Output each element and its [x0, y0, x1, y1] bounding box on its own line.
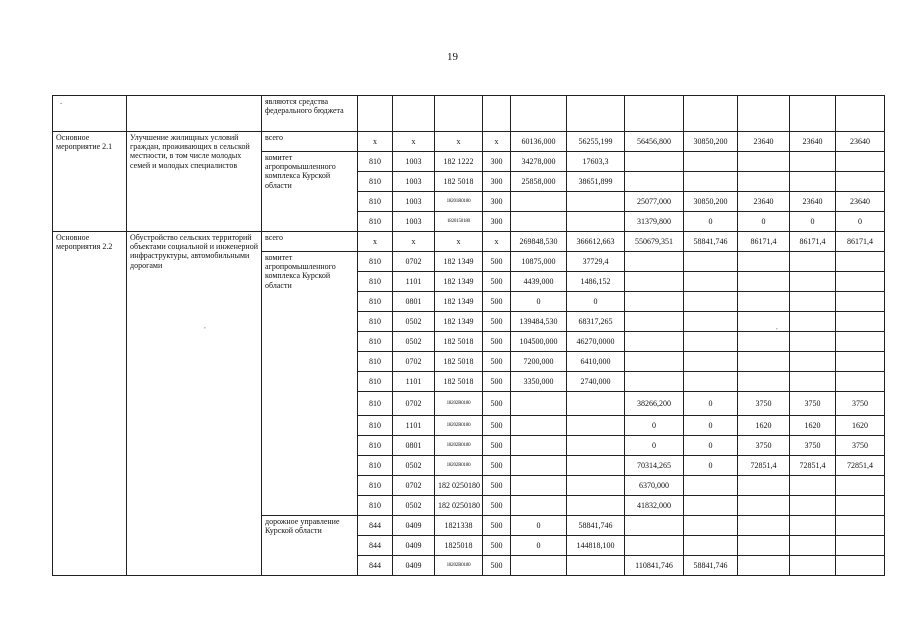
value-3-cell: 41832,000 [625, 496, 684, 516]
value-5-cell [738, 332, 790, 352]
value-6-cell [790, 372, 836, 392]
target-article-cell: 1820150180 [435, 212, 483, 232]
value-5-cell: 23640 [738, 192, 790, 212]
value-1-cell [511, 96, 567, 132]
expense-type-cell: 500 [483, 352, 511, 372]
value-5-cell: 23640 [738, 132, 790, 152]
value-5-cell [738, 272, 790, 292]
value-5-cell [738, 292, 790, 312]
value-7-cell [836, 172, 885, 192]
grbs-cell: 810 [358, 456, 393, 476]
value-7-cell [836, 332, 885, 352]
value-5-cell: 3750 [738, 392, 790, 416]
target-article-cell: 182 5018 [435, 352, 483, 372]
grbs-cell: 810 [358, 496, 393, 516]
grbs-cell: 810 [358, 212, 393, 232]
value-2-cell: 38651,899 [567, 172, 625, 192]
grbs-cell: 844 [358, 556, 393, 576]
value-4-cell: 58841,746 [684, 232, 738, 252]
target-article-cell: 182 5018 [435, 332, 483, 352]
value-7-cell [836, 312, 885, 332]
section-cell: 1101 [393, 372, 435, 392]
expense-type-cell: 300 [483, 212, 511, 232]
value-4-cell [684, 536, 738, 556]
value-2-cell [567, 96, 625, 132]
section-cell: 1101 [393, 416, 435, 436]
value-7-cell: 23640 [836, 132, 885, 152]
target-article-cell: 182 1349 [435, 272, 483, 292]
target-article-cell: 18202R0180 [435, 556, 483, 576]
value-2-cell: 56255,199 [567, 132, 625, 152]
section-cell [393, 96, 435, 132]
section-cell: 1003 [393, 192, 435, 212]
section-cell: 0502 [393, 456, 435, 476]
value-6-cell: 86171,4 [790, 232, 836, 252]
value-7-cell [836, 352, 885, 372]
value-1-cell [511, 556, 567, 576]
value-5-cell [738, 152, 790, 172]
value-1-cell: 34278,000 [511, 152, 567, 172]
value-4-cell [684, 476, 738, 496]
target-article-cell: 182 1349 [435, 312, 483, 332]
value-2-cell [567, 456, 625, 476]
expense-type-cell: 300 [483, 152, 511, 172]
value-1-cell [511, 392, 567, 416]
value-1-cell: 0 [511, 516, 567, 536]
expense-type-cell: 500 [483, 476, 511, 496]
target-article-cell: 182 0250180 [435, 496, 483, 516]
expense-type-cell: 500 [483, 272, 511, 292]
value-6-cell: 23640 [790, 132, 836, 152]
grbs-cell: х [358, 132, 393, 152]
target-article-cell: 1821338 [435, 516, 483, 536]
value-3-cell: 6370,000 [625, 476, 684, 496]
value-2-cell [567, 416, 625, 436]
value-7-cell [836, 292, 885, 312]
value-6-cell [790, 252, 836, 272]
grbs-cell: 810 [358, 352, 393, 372]
value-4-cell: 0 [684, 456, 738, 476]
expense-type-cell: 500 [483, 556, 511, 576]
value-1-cell: 3350,000 [511, 372, 567, 392]
value-1-cell: 0 [511, 292, 567, 312]
value-1-cell: 60136,000 [511, 132, 567, 152]
value-7-cell [836, 96, 885, 132]
value-6-cell [790, 152, 836, 172]
executor-cell: всего [262, 232, 358, 252]
table-row [53, 132, 885, 152]
value-7-cell [836, 272, 885, 292]
grbs-cell: 810 [358, 252, 393, 272]
measure-cell [53, 96, 127, 132]
value-2-cell [567, 212, 625, 232]
value-3-cell [625, 152, 684, 172]
title-cell: Обустройство сельских территорий объектами социальной и инженерной инфраструктуры, автомобильными дорогами [127, 232, 262, 576]
value-4-cell: 0 [684, 212, 738, 232]
value-2-cell: 46270,0000 [567, 332, 625, 352]
value-5-cell [738, 496, 790, 516]
grbs-cell: 810 [358, 152, 393, 172]
value-5-cell [738, 96, 790, 132]
value-7-cell: 0 [836, 212, 885, 232]
target-article-cell: 182 1349 [435, 292, 483, 312]
scan-mark: - [60, 99, 63, 107]
value-1-cell: 139484,530 [511, 312, 567, 332]
grbs-cell: 810 [358, 332, 393, 352]
value-3-cell [625, 272, 684, 292]
value-2-cell: 68317,265 [567, 312, 625, 332]
expense-type-cell: 500 [483, 312, 511, 332]
value-6-cell: 1620 [790, 416, 836, 436]
target-article-cell: 18202R0180 [435, 392, 483, 416]
expense-type-cell: 300 [483, 172, 511, 192]
section-cell: 0702 [393, 392, 435, 416]
value-2-cell [567, 392, 625, 416]
value-4-cell [684, 352, 738, 372]
value-6-cell [790, 332, 836, 352]
section-cell: 1101 [393, 272, 435, 292]
value-4-cell: 0 [684, 436, 738, 456]
value-5-cell [738, 352, 790, 372]
value-6-cell [790, 272, 836, 292]
budget-table [52, 95, 885, 576]
value-1-cell: 10875,000 [511, 252, 567, 272]
expense-type-cell: х [483, 232, 511, 252]
value-2-cell: 2740,000 [567, 372, 625, 392]
value-6-cell [790, 96, 836, 132]
value-1-cell: 104500,000 [511, 332, 567, 352]
grbs-cell: 844 [358, 536, 393, 556]
value-1-cell [511, 192, 567, 212]
title-cell [127, 96, 262, 132]
executor-cell: являются средства федерального бюджета [262, 96, 358, 132]
value-7-cell: 3750 [836, 392, 885, 416]
target-article-cell: 182 1222 [435, 152, 483, 172]
value-3-cell [625, 172, 684, 192]
value-2-cell: 37729,4 [567, 252, 625, 272]
value-5-cell [738, 516, 790, 536]
target-article-cell: 18201R0180 [435, 192, 483, 212]
value-5-cell: 86171,4 [738, 232, 790, 252]
expense-type-cell: 500 [483, 416, 511, 436]
section-cell: 1003 [393, 172, 435, 192]
value-5-cell [738, 536, 790, 556]
grbs-cell: 810 [358, 272, 393, 292]
value-4-cell [684, 496, 738, 516]
value-2-cell: 17603,3 [567, 152, 625, 172]
expense-type-cell: 500 [483, 536, 511, 556]
value-4-cell [684, 516, 738, 536]
value-3-cell: 70314,265 [625, 456, 684, 476]
value-3-cell [625, 536, 684, 556]
expense-type-cell: 500 [483, 332, 511, 352]
value-6-cell [790, 172, 836, 192]
section-cell: 0702 [393, 252, 435, 272]
value-3-cell [625, 96, 684, 132]
value-1-cell [511, 496, 567, 516]
value-3-cell: 110841,746 [625, 556, 684, 576]
measure-cell: Основное мероприятие 2.1 [53, 132, 127, 232]
value-5-cell [738, 372, 790, 392]
executor-cell: комитет агропромышленного комплекса Курской области [262, 252, 358, 516]
page-number: 19 [447, 51, 458, 63]
value-3-cell: 31379,800 [625, 212, 684, 232]
value-5-cell: 72851,4 [738, 456, 790, 476]
value-7-cell [836, 372, 885, 392]
expense-type-cell [483, 96, 511, 132]
value-5-cell [738, 312, 790, 332]
value-6-cell [790, 292, 836, 312]
value-3-cell: 550679,351 [625, 232, 684, 252]
target-article-cell: 182 1349 [435, 252, 483, 272]
section-cell: 0502 [393, 312, 435, 332]
value-3-cell [625, 516, 684, 536]
value-1-cell [511, 436, 567, 456]
value-7-cell [836, 556, 885, 576]
target-article-cell: 18202R0180 [435, 456, 483, 476]
grbs-cell: 810 [358, 192, 393, 212]
value-6-cell [790, 312, 836, 332]
section-cell: 1003 [393, 212, 435, 232]
grbs-cell: 844 [358, 516, 393, 536]
value-2-cell: 1486,152 [567, 272, 625, 292]
value-6-cell [790, 556, 836, 576]
target-article-cell: 182 5018 [435, 372, 483, 392]
value-5-cell [738, 172, 790, 192]
value-3-cell [625, 292, 684, 312]
grbs-cell: 810 [358, 372, 393, 392]
value-4-cell: 58841,746 [684, 556, 738, 576]
section-cell: 0409 [393, 516, 435, 536]
value-2-cell [567, 496, 625, 516]
value-2-cell [567, 476, 625, 496]
scan-mark: , [776, 323, 778, 331]
value-3-cell: 0 [625, 436, 684, 456]
expense-type-cell: 500 [483, 496, 511, 516]
section-cell: х [393, 232, 435, 252]
value-3-cell [625, 332, 684, 352]
value-6-cell: 23640 [790, 192, 836, 212]
value-2-cell [567, 556, 625, 576]
expense-type-cell: 500 [483, 516, 511, 536]
value-4-cell [684, 332, 738, 352]
value-1-cell [511, 212, 567, 232]
value-5-cell [738, 252, 790, 272]
grbs-cell: 810 [358, 476, 393, 496]
target-article-cell: х [435, 132, 483, 152]
value-4-cell [684, 272, 738, 292]
value-4-cell [684, 292, 738, 312]
value-1-cell [511, 456, 567, 476]
value-7-cell: 23640 [836, 192, 885, 212]
section-cell: 0502 [393, 332, 435, 352]
value-1-cell: 25858,000 [511, 172, 567, 192]
value-7-cell: 86171,4 [836, 232, 885, 252]
value-7-cell [836, 152, 885, 172]
value-4-cell [684, 96, 738, 132]
value-3-cell [625, 352, 684, 372]
value-5-cell: 1620 [738, 416, 790, 436]
target-article-cell: 182 0250180 [435, 476, 483, 496]
value-1-cell: 7200,000 [511, 352, 567, 372]
value-4-cell [684, 252, 738, 272]
section-cell: 0801 [393, 292, 435, 312]
expense-type-cell: х [483, 132, 511, 152]
value-2-cell: 58841,746 [567, 516, 625, 536]
executor-cell: дорожное управление Курской области [262, 516, 358, 576]
section-cell: 0409 [393, 536, 435, 556]
value-3-cell: 38266,200 [625, 392, 684, 416]
value-4-cell: 30850,200 [684, 192, 738, 212]
target-article-cell: 18202R0180 [435, 436, 483, 456]
table-row [53, 232, 885, 252]
value-4-cell [684, 152, 738, 172]
section-cell: 1003 [393, 152, 435, 172]
value-5-cell [738, 556, 790, 576]
value-4-cell [684, 172, 738, 192]
value-1-cell: 269848,530 [511, 232, 567, 252]
value-2-cell: 6410,000 [567, 352, 625, 372]
grbs-cell [358, 96, 393, 132]
value-2-cell: 144818,100 [567, 536, 625, 556]
value-3-cell: 0 [625, 416, 684, 436]
value-3-cell [625, 252, 684, 272]
value-6-cell [790, 516, 836, 536]
value-6-cell [790, 536, 836, 556]
value-7-cell [836, 516, 885, 536]
grbs-cell: 810 [358, 292, 393, 312]
expense-type-cell: 500 [483, 292, 511, 312]
grbs-cell: 810 [358, 416, 393, 436]
executor-cell: комитет агропромышленного комплекса Курской области [262, 152, 358, 232]
value-3-cell [625, 312, 684, 332]
value-4-cell [684, 312, 738, 332]
target-article-cell: 182 5018 [435, 172, 483, 192]
section-cell: 0502 [393, 496, 435, 516]
section-cell: 0409 [393, 556, 435, 576]
target-article-cell: 18202R0180 [435, 416, 483, 436]
section-cell: 0702 [393, 352, 435, 372]
value-7-cell [836, 536, 885, 556]
value-3-cell: 25077,000 [625, 192, 684, 212]
value-3-cell [625, 372, 684, 392]
expense-type-cell: 500 [483, 392, 511, 416]
title-cell: Улучшение жилищных условий граждан, проживающих в сельской местности, в том числе молодых семей и молодых специалистов [127, 132, 262, 232]
grbs-cell: х [358, 232, 393, 252]
value-6-cell: 3750 [790, 436, 836, 456]
value-7-cell [836, 476, 885, 496]
value-5-cell: 0 [738, 212, 790, 232]
value-1-cell [511, 416, 567, 436]
measure-cell: Основное мероприятия 2.2 [53, 232, 127, 576]
value-7-cell: 3750 [836, 436, 885, 456]
value-7-cell: 1620 [836, 416, 885, 436]
value-6-cell: 72851,4 [790, 456, 836, 476]
value-5-cell [738, 476, 790, 496]
value-2-cell: 366612,663 [567, 232, 625, 252]
section-cell: 0801 [393, 436, 435, 456]
value-6-cell: 3750 [790, 392, 836, 416]
value-4-cell: 0 [684, 416, 738, 436]
grbs-cell: 810 [358, 172, 393, 192]
table-row [53, 96, 885, 132]
value-6-cell [790, 352, 836, 372]
scan-mark: , [204, 322, 206, 330]
value-3-cell: 56456,800 [625, 132, 684, 152]
target-article-cell [435, 96, 483, 132]
section-cell: 0702 [393, 476, 435, 496]
expense-type-cell: 300 [483, 192, 511, 212]
value-2-cell: 0 [567, 292, 625, 312]
value-5-cell: 3750 [738, 436, 790, 456]
expense-type-cell: 500 [483, 436, 511, 456]
expense-type-cell: 500 [483, 252, 511, 272]
target-article-cell: 1825018 [435, 536, 483, 556]
value-1-cell [511, 476, 567, 496]
grbs-cell: 810 [358, 436, 393, 456]
grbs-cell: 810 [358, 392, 393, 416]
target-article-cell: х [435, 232, 483, 252]
value-7-cell: 72851,4 [836, 456, 885, 476]
value-1-cell: 4439,000 [511, 272, 567, 292]
grbs-cell: 810 [358, 312, 393, 332]
value-7-cell [836, 496, 885, 516]
value-4-cell [684, 372, 738, 392]
value-6-cell [790, 476, 836, 496]
value-6-cell [790, 496, 836, 516]
expense-type-cell: 500 [483, 372, 511, 392]
value-4-cell: 30850,200 [684, 132, 738, 152]
value-6-cell: 0 [790, 212, 836, 232]
section-cell: х [393, 132, 435, 152]
value-1-cell: 0 [511, 536, 567, 556]
value-7-cell [836, 252, 885, 272]
value-2-cell [567, 192, 625, 212]
expense-type-cell: 500 [483, 456, 511, 476]
value-4-cell: 0 [684, 392, 738, 416]
executor-cell: всего [262, 132, 358, 152]
value-2-cell [567, 436, 625, 456]
